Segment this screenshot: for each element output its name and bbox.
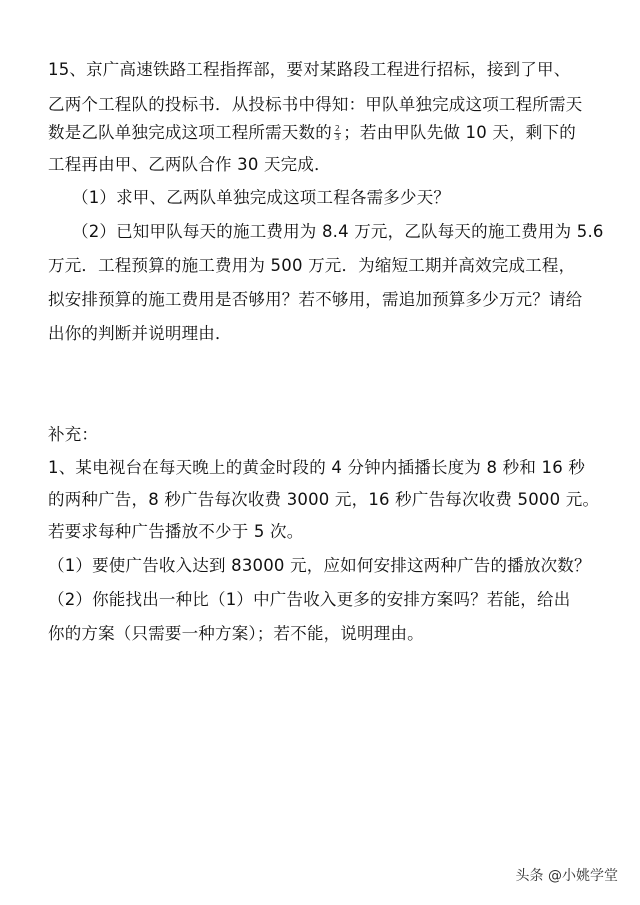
supplement-heading: 补充： xyxy=(48,425,99,444)
fraction-numerator: 2 xyxy=(334,124,341,133)
supplement-line-3: 若要求每种广告播放不少于 5 次。 xyxy=(48,522,304,541)
supplement-line-1: 1、某电视台在每天晚上的黄金时段的 4 分钟内插播长度为 8 秒和 16 秒 xyxy=(48,458,586,477)
supplement-question-1: （1）要使广告收入达到 83000 元，应如何安排这两种广告的播放次数？ xyxy=(48,556,591,575)
supplement-question-2-line-2: 你的方案（只需要一种方案）；若不能，说明理由。 xyxy=(48,624,424,643)
problem-15-line-3-after: ；若由甲队先做 10 天，剩下的 xyxy=(343,123,576,142)
fraction-two-thirds xyxy=(334,125,341,142)
problem-15-question-2-line-1: （2）已知甲队每天的施工费用为 8.4 万元，乙队每天的施工费用为 5.6 xyxy=(72,222,604,241)
supplement-question-2-line-1: （2）你能找出一种比（1）中广告收入更多的安排方案吗？若能，给出 xyxy=(48,590,571,609)
supplement-line-2: 的两种广告，8 秒广告每次收费 3000 元，16 秒广告每次收费 5000 元。 xyxy=(48,490,600,509)
problem-15-line-2: 乙两个工程队的投标书．从投标书中得知：甲队单独完成这项工程所需天 xyxy=(48,95,583,114)
problem-15-question-1: （1）求甲、乙两队单独完成这项工程各需多少天？ xyxy=(72,188,451,207)
problem-15-question-2-line-3: 拟安排预算的施工费用是否够用？若不够用，需追加预算多少万元？请给 xyxy=(48,290,583,309)
problem-15-line-4: 工程再由甲、乙两队合作 30 天完成． xyxy=(48,155,331,174)
watermark-text: 头条 @小姚学堂 xyxy=(515,868,618,884)
problem-15-question-2-line-2: 万元．工程预算的施工费用为 500 万元．为缩短工期并高效完成工程， xyxy=(48,256,576,275)
problem-15-line-1: 15、京广高速铁路工程指挥部，要对某路段工程进行招标，接到了甲、 xyxy=(48,60,571,79)
problem-15-question-2-line-4: 出你的判断并说明理由． xyxy=(48,324,232,343)
problem-15-line-3 xyxy=(48,123,576,143)
problem-15-line-3-before: 数是乙队单独完成这项工程所需天数的 xyxy=(48,123,332,142)
fraction-denominator: 3 xyxy=(334,133,341,142)
